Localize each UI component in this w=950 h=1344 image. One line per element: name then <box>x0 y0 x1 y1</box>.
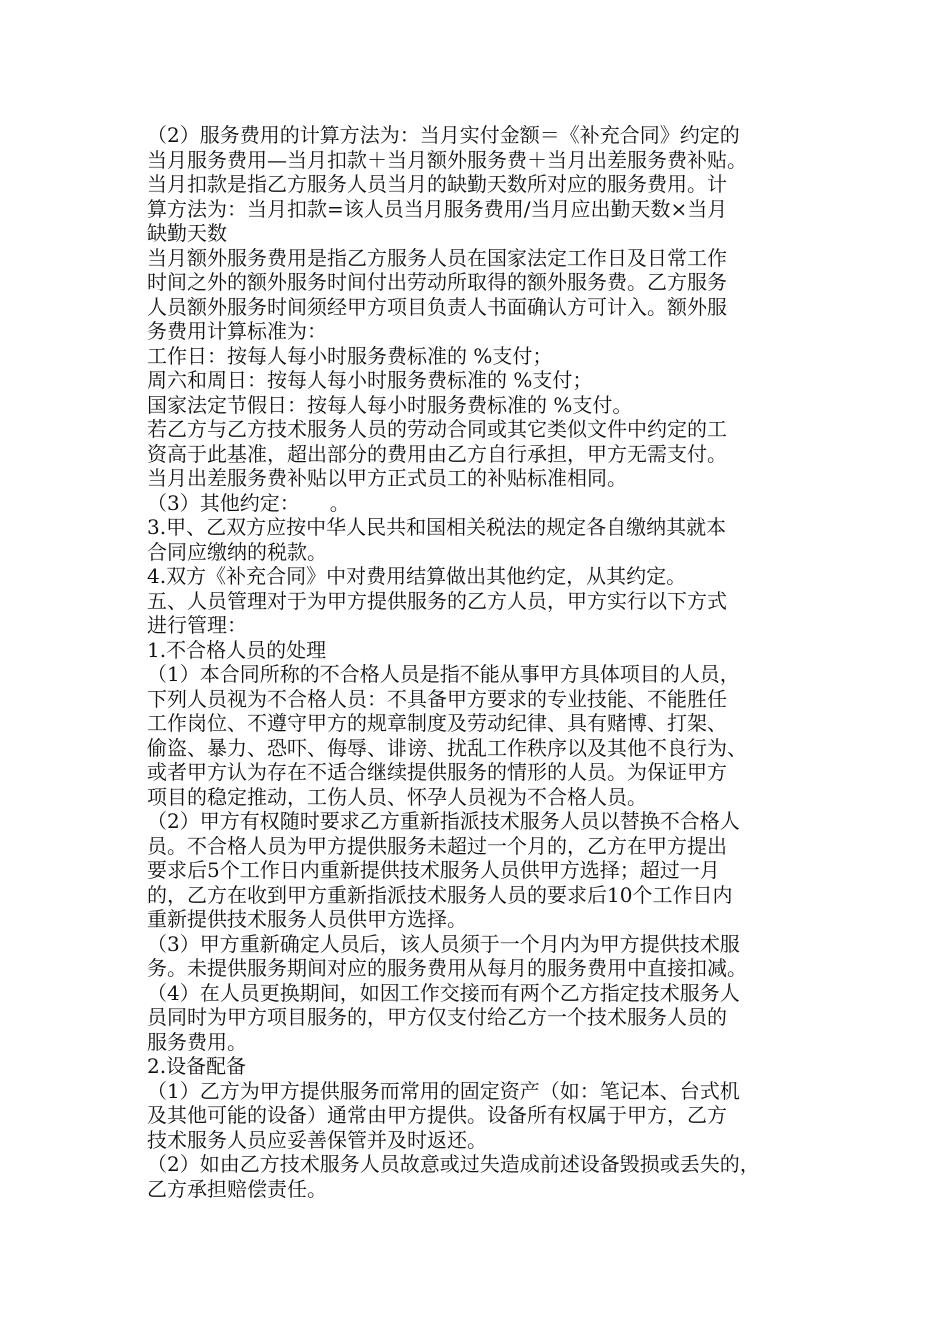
text-line: 当月出差服务费补贴以甲方正式员工的补贴标准相同。 <box>147 466 627 490</box>
text-line: （1）本合同所称的不合格人员是指不能从事甲方具体项目的人员， <box>147 662 740 686</box>
text-line: （4）在人员更换期间，如因工作交接而有两个乙方指定技术服务人 <box>147 980 740 1005</box>
text-line: （2）服务费用的计算方法为：当月实付金额＝《补充合同》约定的 <box>147 123 740 147</box>
text-line: 项目的稳定推动，工伤人员、怀孕人员视为不合格人员。 <box>147 784 647 809</box>
text-line: 周六和周日：按每人每小时服务费标准的 %支付； <box>147 368 593 392</box>
text-line: 员。不合格人员为甲方提供服务未超过一个月的，乙方在甲方提出 <box>147 833 727 858</box>
text-line: 时间之外的额外服务时间付出劳动所取得的额外服务费。乙方服务 <box>147 270 727 294</box>
text-line: 要求后5个工作日内重新提供技术服务人员供甲方选择；超过一月 <box>147 858 720 882</box>
text-line: 4.双方《补充合同》中对费用结算做出其他约定，从其约定。 <box>147 564 687 588</box>
text-line: （1）乙方为甲方提供服务而常用的固定资产（如：笔记本、台式机 <box>147 1078 740 1103</box>
text-line: 国家法定节假日：按每人每小时服务费标准的 %支付。 <box>147 392 633 417</box>
text-line: 进行管理： <box>147 613 247 637</box>
text-line: 当月扣款是指乙方服务人员当月的缺勤天数所对应的服务费用。计 <box>147 172 727 196</box>
text-line: 或者甲方认为存在不适合继续提供服务的情形的人员。为保证甲方 <box>147 760 727 784</box>
text-line: （2）如由乙方技术服务人员故意或过失造成前述设备毁损或丢失的， <box>147 1152 760 1176</box>
text-line: 务。未提供服务期间对应的服务费用从每月的服务费用中直接扣减。 <box>147 956 747 980</box>
text-line: 服务费用。 <box>147 1029 247 1054</box>
text-line: 下列人员视为不合格人员：不具备甲方要求的专业技能、不能胜任 <box>147 686 727 711</box>
text-line: 务费用计算标准为： <box>147 319 327 343</box>
text-line: 工作日：按每人每小时服务费标准的 %支付； <box>147 343 553 368</box>
text-line: 技术服务人员应妥善保管并及时返还。 <box>147 1127 487 1152</box>
text-line: （3）甲方重新确定人员后，该人员须于一个月内为甲方提供技术服 <box>147 931 740 956</box>
text-line: 及其他可能的设备）通常由甲方提供。设备所有权属于甲方，乙方 <box>147 1103 727 1127</box>
text-line: 1.不合格人员的处理 <box>147 637 327 662</box>
text-line: 算方法为：当月扣款=该人员当月服务费用/当月应出勤天数×当月 <box>147 196 728 221</box>
text-line: 乙方承担赔偿责任。 <box>147 1176 327 1201</box>
text-line: 的，乙方在收到甲方重新指派技术服务人员的要求后10个工作日内 <box>147 882 733 907</box>
text-line: 若乙方与乙方技术服务人员的劳动合同或其它类似文件中约定的工 <box>147 417 727 441</box>
text-line: 合同应缴纳的税款。 <box>147 539 327 564</box>
text-line: 当月额外服务费用是指乙方服务人员在国家法定工作日及日常工作 <box>147 245 727 270</box>
text-line: （2）甲方有权随时要求乙方重新指派技术服务人员以替换不合格人 <box>147 809 740 833</box>
document-page <box>147 123 817 1201</box>
text-line: 当月服务费用—当月扣款＋当月额外服务费＋当月出差服务费补贴。 <box>147 147 747 172</box>
text-line: 缺勤天数 <box>147 221 227 245</box>
text-line: 资高于此基准，超出部分的费用由乙方自行承担，甲方无需支付。 <box>147 441 727 466</box>
text-line: 3.甲、乙双方应按中华人民共和国相关税法的规定各自缴纳其就本 <box>147 515 727 539</box>
text-line: 工作岗位、不遵守甲方的规章制度及劳动纪律、具有赌博、打架、 <box>147 711 727 735</box>
text-line: 2.设备配备 <box>147 1054 247 1078</box>
text-line: （3）其他约定： 。 <box>147 490 350 515</box>
text-line: 五、人员管理对于为甲方提供服务的乙方人员，甲方实行以下方式 <box>147 588 727 613</box>
text-line: 重新提供技术服务人员供甲方选择。 <box>147 907 467 931</box>
text-line: 偷盗、暴力、恐吓、侮辱、诽谤、扰乱工作秩序以及其他不良行为、 <box>147 735 747 760</box>
text-line: 人员额外服务时间须经甲方项目负责人书面确认方可计入。额外服 <box>147 294 727 319</box>
text-line: 员同时为甲方项目服务的，甲方仅支付给乙方一个技术服务人员的 <box>147 1005 727 1029</box>
